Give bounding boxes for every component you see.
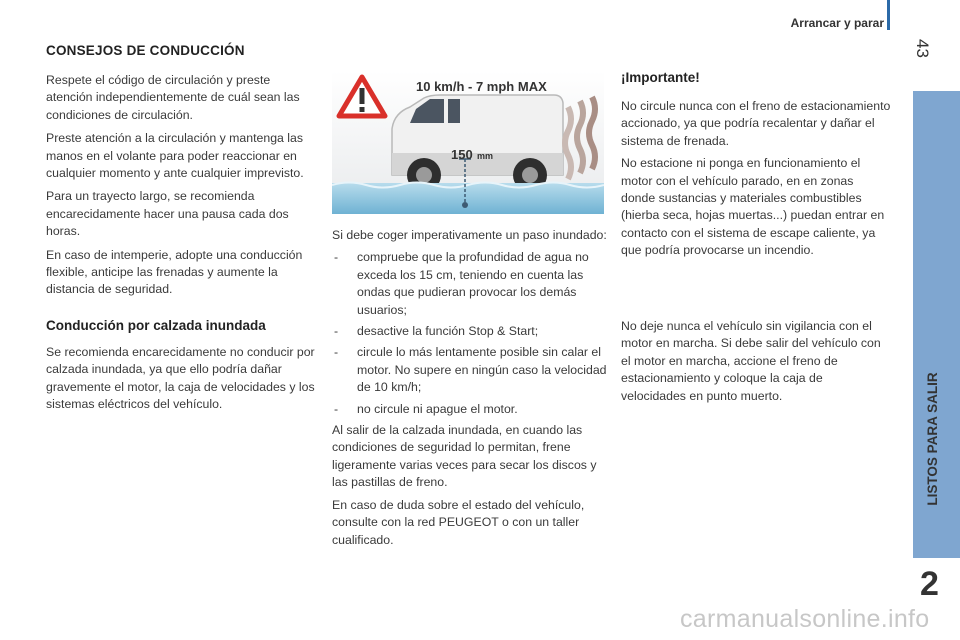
- flood-water: [332, 183, 604, 214]
- page-number: 43: [913, 39, 932, 58]
- watermark: carmanualsonline.info: [680, 605, 930, 633]
- header-accent-bar: [887, 0, 890, 30]
- depth-unit-label: mm: [477, 151, 494, 161]
- paragraph: En caso de intemperie, adopte una conducción flexible, anticipe las frenadas y aumente la distancia de seguridad.: [46, 247, 303, 297]
- instruction-list: [332, 249, 608, 418]
- list-item: - desactive la función Stop & Start;: [334, 324, 539, 339]
- final-warning-text: [621, 318, 891, 410]
- paragraph: No deje nunca el vehículo sin vigilancia con el motor en marcha. Si debe salir del vehículo con el motor en marcha, accione el freno de estacionamiento y coloque la caja de velocidades en punto muerto.: [621, 319, 881, 403]
- paragraph: Se recomienda encarecidamente no conducir por calzada inundada, ya que ello podría dañar gravemente el motor, la caja de velocidades y los sistemas eléctricos del vehículo.: [46, 345, 315, 412]
- important-text: [621, 98, 891, 265]
- section-heading-flooded-road: Conducción por calzada inundada: [46, 318, 266, 333]
- list-item: - no circule ni apague el motor.: [334, 401, 518, 416]
- section-heading-driving-tips: CONSEJOS DE CONDUCCIÓN: [46, 43, 245, 58]
- paragraph: Al salir de la calzada inundada, en cuando las condiciones de seguridad lo permitan, frene ligeramente varias veces para secar los discos y las pastillas de freno.: [332, 423, 597, 490]
- list-item: - circule lo más lentamente posible sin calar el motor. No supere en ningún caso la velocidad de 10 km/h;: [334, 345, 607, 395]
- paragraph: Preste atención a la circulación y mantenga las manos en el volante para poder reaccionar en cualquier momento y ante cualquier imprevisto.: [46, 131, 304, 181]
- paragraph: En caso de duda sobre el estado del vehículo, consulte con la red PEUGEOT o con un taller cualificado.: [332, 497, 585, 547]
- important-heading: ¡Importante!: [621, 70, 700, 85]
- flooded-road-text: [46, 344, 318, 419]
- list-item: - compruebe que la profundidad de agua no exceda los 15 cm, teniendo en cuenta las ondas que pudieran provocar los demás usuarios;: [334, 250, 589, 317]
- paragraph: Para un trayecto largo, se recomienda encarecidamente hacer una pausa cada dos horas.: [46, 189, 289, 239]
- chapter-side-label: LISTOS PARA SALIR: [925, 372, 940, 506]
- chapter-number: 2: [920, 565, 939, 603]
- running-header: Arrancar y parar: [790, 16, 884, 30]
- driving-tips-text: [46, 72, 318, 305]
- flooded-road-instructions: [332, 227, 608, 554]
- paragraph: No circule nunca con el freno de estacionamiento accionado, ya que podría recalentar y dañar el sistema de frenada.: [621, 99, 891, 148]
- speed-limit-label: 10 km/h - 7 mph MAX: [416, 79, 547, 94]
- paragraph: Respete el código de circulación y preste atención independientemente de cuál sean las condiciones de circulación.: [46, 73, 300, 122]
- paragraph: No estacione ni ponga en funcionamiento el motor con el vehículo parado, en en zonas donde sustancias y materiales combustibles (hierba seca, hojas muertas...) puedan entrar en contacto con el sistema de escape caliente, ya que podría provocarse un incendio.: [621, 156, 885, 258]
- intro-text: Si debe coger imperativamente un paso inundado:: [332, 228, 607, 242]
- flooded-road-illustration: [332, 71, 604, 214]
- depth-value-label: 150: [451, 147, 473, 162]
